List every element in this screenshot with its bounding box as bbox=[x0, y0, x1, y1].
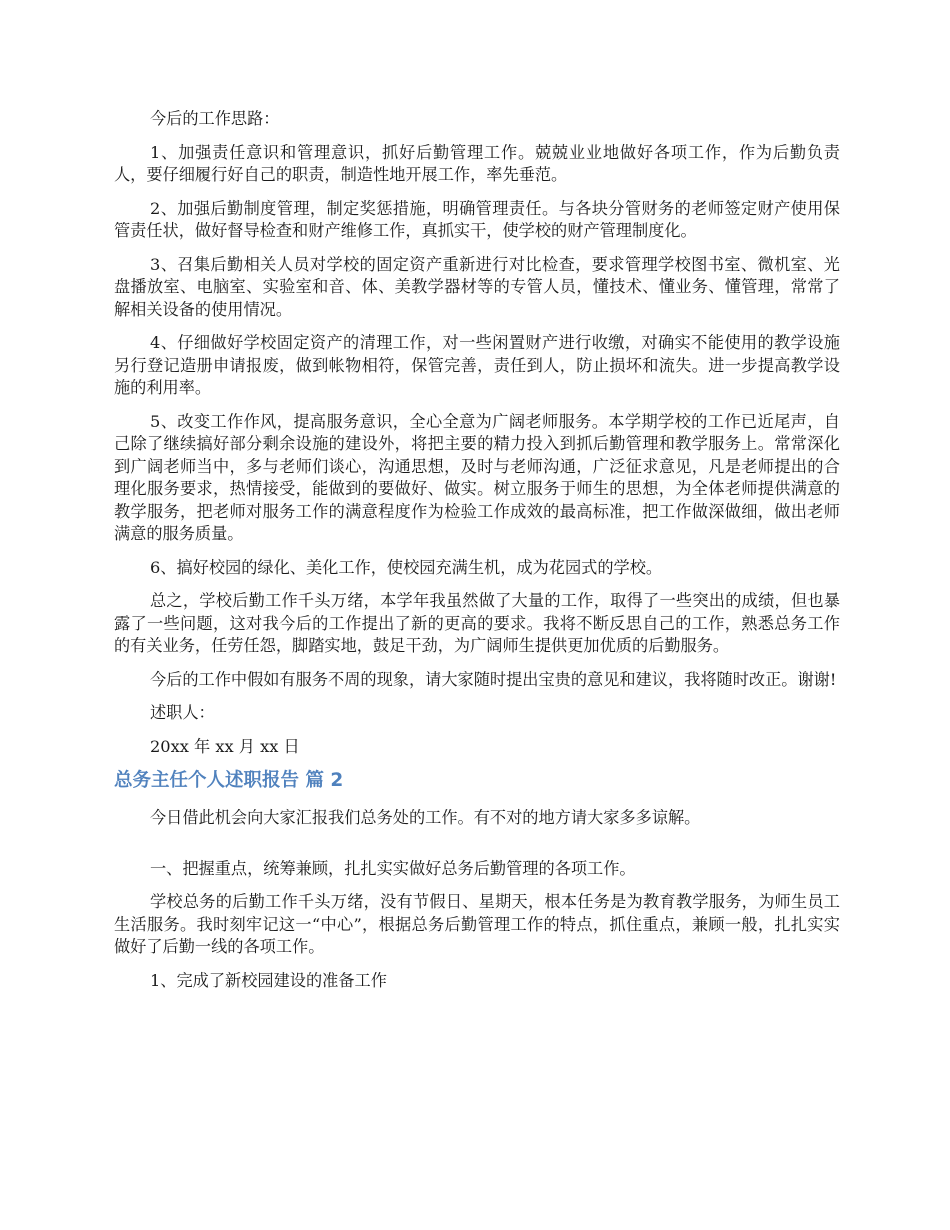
sub-item-1: 1、完成了新校园建设的准备工作 bbox=[150, 970, 387, 990]
paragraph-item-3: 3、召集后勤相关人员对学校的固定资产重新进行对比检查，要求管理学校图书室、微机室、光盘播放室、电脑室、实验室和音、体、美教学器材等的专管人员，懂技术、懂业务、懂管理，常常了解相关设备的使用情况。 bbox=[114, 254, 840, 319]
document-page bbox=[114, 108, 840, 1003]
reporter-label: 述职人： bbox=[150, 703, 215, 722]
closing-paragraph: 今后的工作中假如有服务不周的现象，请大家随时提出宝贵的意见和建议，我将随时改正。谢谢! bbox=[150, 669, 837, 689]
section-title: 总务主任个人述职报告 篇 2 bbox=[114, 770, 344, 791]
paragraph-item-1: 1、加强责任意识和管理意识，抓好后勤管理工作。兢兢业业地做好各项工作，作为后勤负责人，要仔细履行好自己的职责，制造性地开展工作，率先垂范。 bbox=[114, 142, 840, 184]
paragraph-item-6: 6、搞好校园的绿化、美化工作，使校园充满生机，成为花园式的学校。 bbox=[150, 557, 663, 577]
report-date: 20xx 年 xx 月 xx 日 bbox=[150, 736, 300, 756]
summary-paragraph: 总之，学校后勤工作千头万绪，本学年我虽然做了大量的工作，取得了一些突出的成绩，但也暴露了一些问题，这对我今后的工作提出了新的更高的要求。我将不断反思自己的工作，熟悉总务工作的有关业务，任劳任怨，脚踏实地，鼓足干劲，为广阔师生提供更加优质的后勤服务。 bbox=[114, 591, 840, 655]
paragraph-item-2: 2、加强后勤制度管理，制定奖惩措施，明确管理责任。与各块分管财务的老师签定财产使用保管责任状，做好督导检查和财产维修工作，真抓实干，使学校的财产管理制度化。 bbox=[114, 198, 840, 240]
paragraph-item-4: 4、仔细做好学校固定资产的清理工作，对一些闲置财产进行收缴，对确实不能使用的教学设施另行登记造册申请报废，做到帐物相符，保管完善，责任到人，防止损坏和流失。进一步提高教学设施的利用率。 bbox=[114, 333, 840, 397]
intro-paragraph: 今日借此机会向大家汇报我们总务处的工作。有不对的地方请大家多多谅解。 bbox=[150, 808, 701, 827]
paragraph-item-5: 5、改变工作作风，提高服务意识，全心全意为广阔老师服务。本学期学校的工作已近尾声，自己除了继续搞好部分剩余设施的建设外，将把主要的精力投入到抓后勤管理和教学服务上。常常深化到广阔老师当中，多与老师们谈心，沟通思想，及时与老师沟通，广泛征求意见，凡是老师提出的合理化服务要求，热情接受，能做到的要做好、做实。树立服务于师生的思想，为全体老师提供满意的教学服务，把老师对服务工作的满意程度作为检验工作成效的最高标准，把工作做深做细，做出老师满意的服务质量。 bbox=[114, 411, 840, 543]
work-ideas-heading: 今后的工作思路： bbox=[150, 109, 280, 128]
logistics-paragraph: 学校总务的后勤工作千头万绪，没有节假日、星期天，根本任务是为教育教学服务，为师生员工生活服务。我时刻牢记这一“中心”，根据总务后勤管理工作的特点，抓住重点，兼顾一般，扎扎实实做好了后勤一线的各项工作。 bbox=[114, 892, 840, 956]
point-one-heading: 一、把握重点，统筹兼顾，扎扎实实做好总务后勤管理的各项工作。 bbox=[150, 858, 636, 878]
